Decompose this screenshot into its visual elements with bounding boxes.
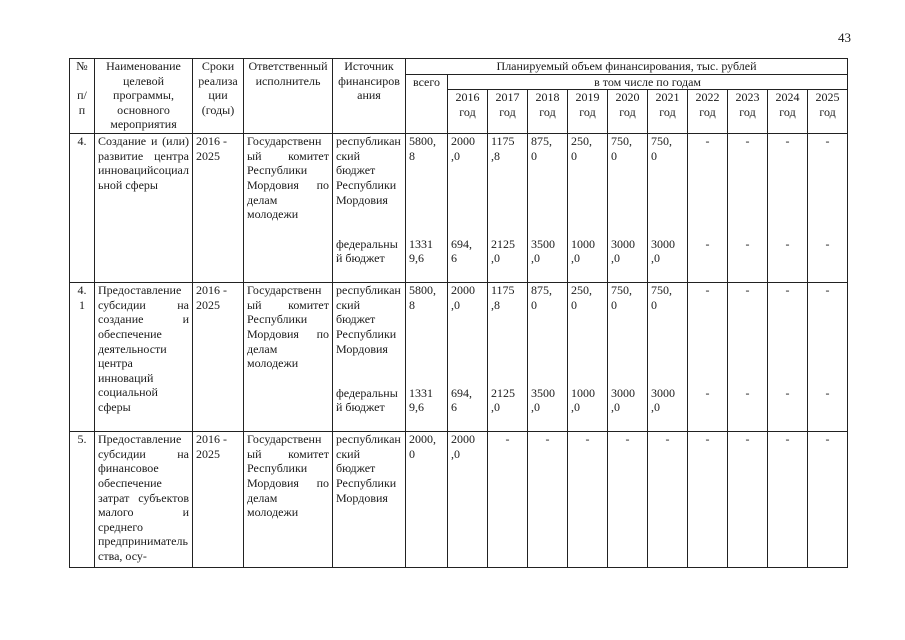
row-name: Создание и (или) развитие центра инновацийсоциальной сферы <box>95 134 193 283</box>
row-source: федеральный бюджет <box>333 386 406 432</box>
row-source: республиканский бюджет Республики Мордовия <box>333 134 406 237</box>
row-year-value: - <box>688 432 728 568</box>
row-source: федеральный бюджет <box>333 237 406 283</box>
row-year-value: 875, 0 <box>528 134 568 237</box>
row-number: 4. 1 <box>70 283 95 432</box>
row-year-value: - <box>488 432 528 568</box>
row-year-value: 750, 0 <box>608 134 648 237</box>
row-year-value: 2000 ,0 <box>448 432 488 568</box>
row-year-value: - <box>728 283 768 386</box>
row-year-value: 2125 ,0 <box>488 386 528 432</box>
row-year-value: - <box>728 237 768 283</box>
row-year-value: 694, 6 <box>448 386 488 432</box>
header-year: 2017 год <box>488 90 528 134</box>
row-year-value: 3000 ,0 <box>608 237 648 283</box>
row-year-value: - <box>728 386 768 432</box>
row-year-value: - <box>568 432 608 568</box>
row-year-value: - <box>768 283 808 386</box>
header-by-years: в том числе по годам <box>448 74 848 90</box>
header-year: 2022 год <box>688 90 728 134</box>
row-terms: 2016 - 2025 <box>193 134 244 283</box>
row-year-value: 1000 ,0 <box>568 386 608 432</box>
page-number: 43 <box>838 30 851 45</box>
header-planned: Планируемый объем финансирования, тыс. рублей <box>406 59 848 75</box>
row-year-value: - <box>768 134 808 237</box>
row-year-value: 3000 ,0 <box>648 386 688 432</box>
row-terms: 2016 - 2025 <box>193 283 244 432</box>
header-year: 2023 год <box>728 90 768 134</box>
row-source: республиканский бюджет Республики Мордовия <box>333 432 406 568</box>
row-year-value: 2125 ,0 <box>488 237 528 283</box>
row-responsible: Государственный комитет Республики Мордовия по делам молодежи <box>244 432 333 568</box>
row-year-value: 2000 ,0 <box>448 134 488 237</box>
row-year-value: 875, 0 <box>528 283 568 386</box>
row-year-value: 750, 0 <box>608 283 648 386</box>
row-responsible: Государственный комитет Республики Мордовия по делам молодежи <box>244 283 333 432</box>
row-year-value: 1000 ,0 <box>568 237 608 283</box>
row-source: республиканский бюджет Республики Мордовия <box>333 283 406 386</box>
header-total: всего <box>406 74 448 134</box>
row-year-value: - <box>688 283 728 386</box>
header-responsible: Ответственный исполнитель <box>244 59 333 134</box>
table-row <box>70 283 848 386</box>
row-year-value: 3000 ,0 <box>648 237 688 283</box>
header-name: Наименование целевой программы, основного мероприятия <box>95 59 193 134</box>
table-row <box>70 134 848 237</box>
header-terms: Сроки реализации (годы) <box>193 59 244 134</box>
row-year-value: - <box>768 386 808 432</box>
table-row <box>70 432 848 568</box>
row-year-value: - <box>648 432 688 568</box>
row-year-value: 3000 ,0 <box>608 386 648 432</box>
row-name: Предоставление субсидии на финансовое обеспечение затрат субъектов малого и среднего предпринимательства, осу- <box>95 432 193 568</box>
row-number: 4. <box>70 134 95 283</box>
header-year: 2025 год <box>808 90 848 134</box>
row-year-value: - <box>768 237 808 283</box>
header-year: 2019 год <box>568 90 608 134</box>
row-year-value: - <box>808 283 848 386</box>
row-total: 2000, 0 <box>406 432 448 568</box>
row-year-value: 2000 ,0 <box>448 283 488 386</box>
row-year-value: 694, 6 <box>448 237 488 283</box>
row-total: 5800, 8 <box>406 134 448 237</box>
row-responsible: Государственный комитет Республики Мордовия по делам молодежи <box>244 134 333 283</box>
row-number: 5. <box>70 432 95 568</box>
row-year-value: 1175 ,8 <box>488 283 528 386</box>
row-year-value: - <box>808 134 848 237</box>
row-year-value: 3500 ,0 <box>528 237 568 283</box>
header-year: 2020 год <box>608 90 648 134</box>
row-year-value: - <box>688 386 728 432</box>
row-total: 1331 9,6 <box>406 386 448 432</box>
row-year-value: - <box>768 432 808 568</box>
row-year-value: - <box>808 237 848 283</box>
row-year-value: - <box>688 134 728 237</box>
row-year-value: - <box>728 432 768 568</box>
row-year-value: 3500 ,0 <box>528 386 568 432</box>
financing-table <box>69 58 848 568</box>
row-year-value: 1175 ,8 <box>488 134 528 237</box>
row-year-value: 250, 0 <box>568 283 608 386</box>
header-year: 2024 год <box>768 90 808 134</box>
row-year-value: - <box>688 237 728 283</box>
header-year: 2016 год <box>448 90 488 134</box>
row-name: Предоставление субсидии на создание и обеспечение деятельности центра инноваций социальной сферы <box>95 283 193 432</box>
row-year-value: - <box>608 432 648 568</box>
row-year-value: - <box>528 432 568 568</box>
row-terms: 2016 - 2025 <box>193 432 244 568</box>
row-year-value: 750, 0 <box>648 283 688 386</box>
header-year: 2021 год <box>648 90 688 134</box>
row-year-value: - <box>728 134 768 237</box>
row-total: 5800, 8 <box>406 283 448 386</box>
header-year: 2018 год <box>528 90 568 134</box>
row-year-value: - <box>808 386 848 432</box>
header-source: Источник финансирования <box>333 59 406 134</box>
row-year-value: 750, 0 <box>648 134 688 237</box>
header-row-1 <box>70 59 848 75</box>
header-no: № п/ п <box>70 59 95 134</box>
row-year-value: 250, 0 <box>568 134 608 237</box>
row-year-value: - <box>808 432 848 568</box>
row-total: 1331 9,6 <box>406 237 448 283</box>
